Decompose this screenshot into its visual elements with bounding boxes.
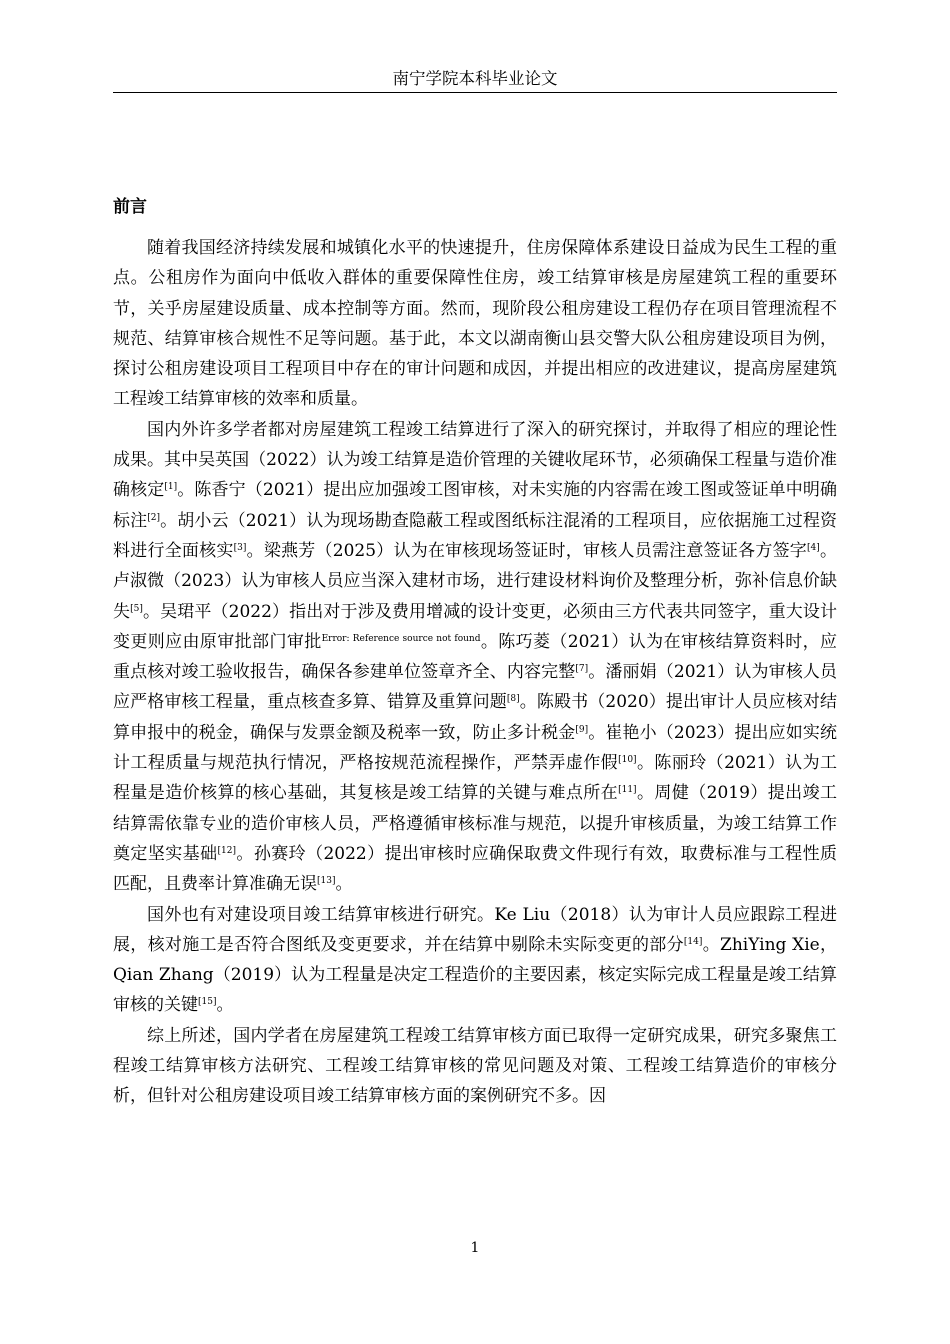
text-run: 。吴珺平（2022）指出对于涉及费用增减的设计变更，必须由三方代表共同签字，重大设计变更则应由原审批部门审批 xyxy=(113,601,837,652)
text-run: 。ZhiYing Xie，Qian Zhang（2019）认为工程量是决定工程造价的主要因素，核定实际完成工程量是竣工结算审核的关键 xyxy=(113,934,838,1016)
text-run: 。陈殿书（2020）提出审计人员应核对结算申报中的税金，确保与发票金额及税率一致，防止多计税金 xyxy=(113,692,838,743)
citation-mark: [2] xyxy=(147,512,160,523)
citation-mark: Error: Reference source not found xyxy=(321,633,481,644)
citation-mark: [11] xyxy=(618,785,637,796)
paragraph xyxy=(113,415,837,900)
text-run: 。梁燕芳（2025）认为在审核现场签证时，审核人员需注意签证各方签字 xyxy=(246,540,808,561)
text-run: 随着我国经济持续发展和城镇化水平的快速提升，住房保障体系建设日益成为民生工程的重点。公租房作为面向中低收入群体的重要保障性住房，竣工结算审核是房屋建筑工程的重要环节，关乎房屋建设质量、成本控制等方面。然而，现阶段公租房建设工程仍存在项目管理流程不规范、结算审核合规性不足等问题。基于此，本文以湖南衡山县交警大队公租房建设项目为例，探讨公租房建设项目工程项目中存在的审计问题和成因，并提出相应的改进建议，提高房屋建筑工程竣工结算审核的效率和质量。 xyxy=(113,238,837,410)
text-run: 。 xyxy=(335,874,353,895)
text-run: 。卢淑微（2023）认为审核人员应当深入建材市场，进行建设材料询价及整理分析，弥补信息价缺失 xyxy=(113,540,838,622)
running-header: 南宁学院本科毕业论文 xyxy=(113,68,837,93)
text-run: 。陈香宁（2021）提出应加强竣工图审核，对未实施的内容需在竣工图或签证单中明确标注 xyxy=(113,480,837,531)
page-number: 1 xyxy=(470,1240,480,1256)
paragraph xyxy=(113,900,837,1021)
text-run: 综上所述，国内学者在房屋建筑工程竣工结算审核方面已取得一定研究成果，研究多聚焦工程竣工结算审核方法研究、工程竣工结算审核的常见问题及对策、工程竣工结算造价的审核分析，但针对公租房建设项目竣工结算审核方面的案例研究不多。因 xyxy=(113,1025,837,1107)
text-run: 。陈巧菱（2021）认为在审核结算资料时，应重点核对竣工验收报告，确保各参建单位签章齐全、内容完整 xyxy=(113,631,838,683)
text-run: 。陈丽玲（2021）认为工程量是造价核算的核心基础，其复核是竣工结算的关键与难点所在 xyxy=(113,753,838,804)
text-run: 。孙赛玲（2022）提出审核时应确保取费文件现行有效，取费标准与工程性质匹配，且费率计算准确无误 xyxy=(113,843,837,895)
citation-mark: [8] xyxy=(506,694,520,705)
text-run: 。潘丽娟（2021）认为审核人员应严格审核工程量，重点核查多算、错算及重算问题 xyxy=(113,662,838,713)
citation-mark: [14] xyxy=(683,936,703,947)
text-run: 。 xyxy=(216,995,234,1016)
citation-mark: [7] xyxy=(575,664,589,675)
citation-mark: [10] xyxy=(618,755,637,766)
paragraph xyxy=(113,1021,837,1112)
citation-mark: [13] xyxy=(317,876,336,887)
text-run: 国外也有对建设项目竣工结算审核进行研究。Ke Liu（2018）认为审计人员应跟踪工程进展，核对施工是否符合图纸及变更要求，并在结算中剔除未实际变更的部分 xyxy=(113,904,837,955)
citation-mark: [1] xyxy=(164,482,178,493)
citation-mark: [12] xyxy=(217,845,236,856)
text-run: 。周健（2019）提出竣工结算需依靠专业的造价审核人员，严格遵循审核标准与规范，以提升审核质量，为竣工结算工作奠定坚实基础 xyxy=(113,783,838,864)
text-run: 。崔艳小（2023）提出应如实统计工程质量与规范执行情况，严格按规范流程操作，严禁弄虚作假 xyxy=(113,722,838,774)
citation-mark: [5] xyxy=(130,603,143,614)
text-run: 。胡小云（2021）认为现场勘查隐蔽工程或图纸标注混淆的工程项目，应依据施工过程资料进行全面核实 xyxy=(113,510,837,561)
citation-mark: [3] xyxy=(233,542,247,553)
body-text xyxy=(113,233,837,1112)
citation-mark: [15] xyxy=(198,997,217,1008)
citation-mark: [4] xyxy=(807,542,820,553)
citation-mark: [9] xyxy=(575,724,589,735)
section-title: 前言 xyxy=(113,197,147,217)
text-run: 国内外许多学者都对房屋建筑工程竣工结算进行了深入的研究探讨，并取得了相应的理论性成果。其中吴英国（2022）认为竣工结算是造价管理的关键收尾环节，必须确保工程量与造价准确核定 xyxy=(113,419,837,501)
paragraph xyxy=(113,233,837,415)
